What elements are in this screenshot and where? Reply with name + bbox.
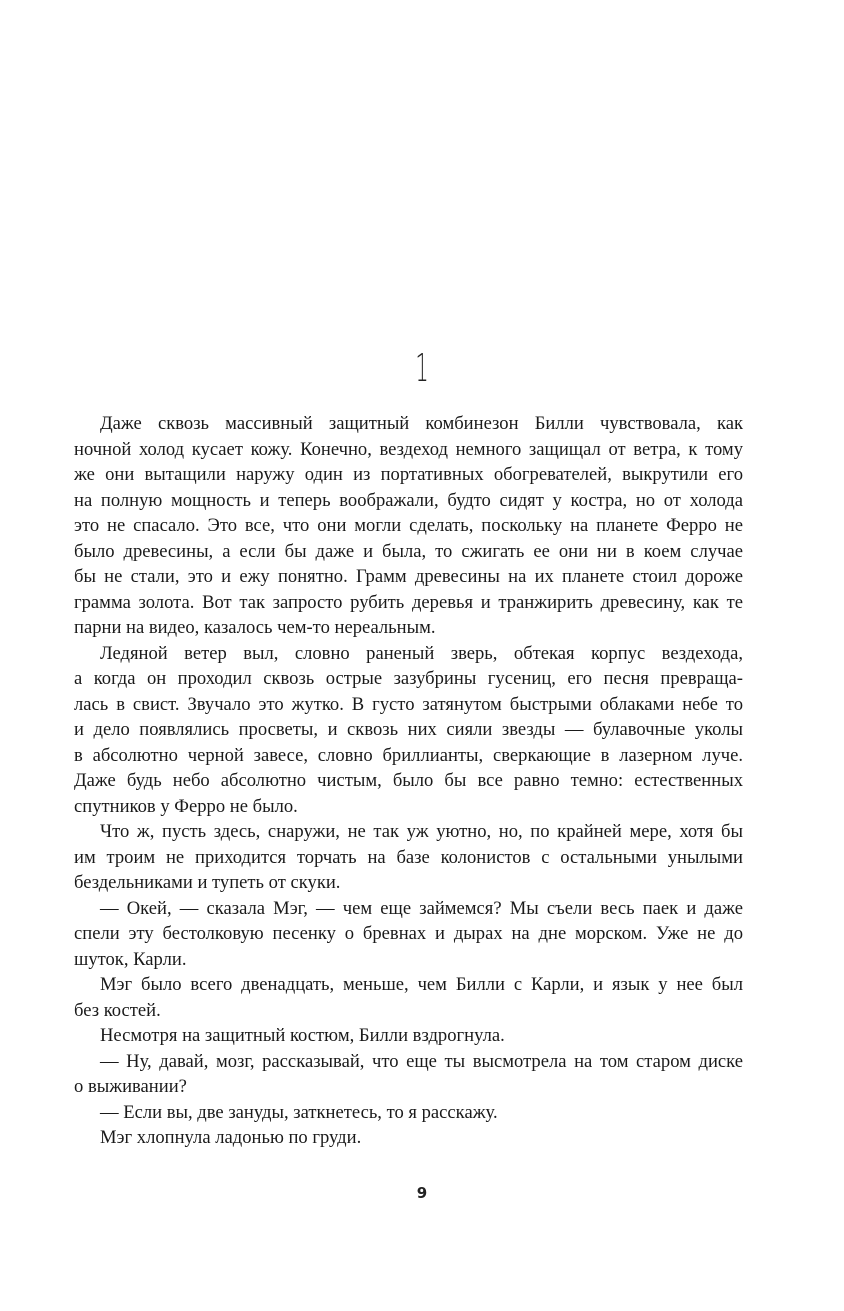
paragraph — [74, 972, 743, 1023]
text-line: парни на видео, казалось чем-то нереальным. — [74, 617, 436, 638]
text-line: без костей. — [74, 999, 161, 1021]
text-line: а когда он проходил сквозь острые зазубрины гусениц, его песня превраща- — [74, 668, 743, 689]
text-line: же они вытащили наружу один из портативных обогревателей, выкрутили его — [74, 464, 743, 485]
paragraph — [74, 1049, 743, 1100]
text-line: Даже сквозь массивный защитный комбинезон Билли чувствовала, как — [100, 413, 743, 434]
text-line: — Окей, — сказала Мэг, — чем еще займемся? Мы съели весь паек и даже — [100, 897, 743, 919]
paragraph — [74, 1023, 743, 1049]
body-text — [74, 411, 743, 1151]
text-line: Мэг хлопнула ладонью по груди. — [100, 1127, 362, 1148]
text-line: спутников у Ферро не было. — [74, 795, 298, 817]
text-line: бы не стали, это и ежу понятно. Грамм древесины на их планете стоил дороже — [74, 566, 743, 587]
text-line: было древесины, а если бы даже и была, то сжигать ее они ни в коем случае — [74, 540, 743, 562]
text-line: в абсолютно черной завесе, словно бриллианты, сверкающие в лазерном луче. — [74, 744, 743, 766]
text-line: бездельниками и тупеть от скуки. — [74, 872, 341, 893]
text-line: это не спасало. Это все, что они могли сделать, поскольку на планете Ферро не — [74, 515, 743, 536]
text-line: Несмотря на защитный костюм, Билли вздрогнула. — [100, 1025, 505, 1046]
page-number: 9 — [416, 1184, 428, 1202]
text-line: Что ж, пусть здесь, снаружи, не так уж уютно, но, по крайней мере, хотя бы — [100, 821, 743, 842]
text-line: Ледяной ветер выл, словно раненый зверь, обтекая корпус вездехода, — [100, 642, 743, 664]
text-line: спели эту бестолковую песенку о бревнах и дырах на дне морском. Уже не до — [74, 923, 743, 944]
text-line: — Ну, давай, мозг, рассказывай, что еще ты высмотрела на том старом диске — [100, 1050, 743, 1072]
text-line: — Если вы, две зануды, заткнетесь, то я расскажу. — [100, 1101, 498, 1123]
text-line: и дело появлялись просветы, и сквозь них сияли звезды — булавочные уколы — [74, 719, 743, 740]
chapter-number: 1 — [415, 346, 429, 390]
paragraph — [74, 1100, 743, 1126]
paragraph — [74, 819, 743, 896]
text-line: о выживании? — [74, 1076, 187, 1097]
text-line: ночной холод кусает кожу. Конечно, вездеход немного защищал от ветра, к тому — [74, 438, 743, 460]
paragraph — [74, 1125, 743, 1151]
paragraph — [74, 896, 743, 973]
text-line: лась в свист. Звучало это жутко. В густо затянутом быстрыми облаками небе то — [74, 693, 743, 715]
text-line: Даже будь небо абсолютно чистым, было бы все равно темно: естественных — [74, 770, 743, 791]
text-line: Мэг было всего двенадцать, меньше, чем Билли с Карли, и язык у нее был — [100, 974, 743, 995]
text-line: на полную мощность и теперь воображали, будто сидят у костра, но от холода — [74, 489, 743, 511]
text-line: им троим не приходится торчать на базе колонистов с остальными унылыми — [74, 846, 743, 868]
text-line: шуток, Карли. — [74, 948, 187, 970]
paragraph — [74, 411, 743, 641]
text-line: грамма золота. Вот так запросто рубить деревья и транжирить древесину, как те — [74, 591, 743, 613]
paragraph — [74, 641, 743, 820]
